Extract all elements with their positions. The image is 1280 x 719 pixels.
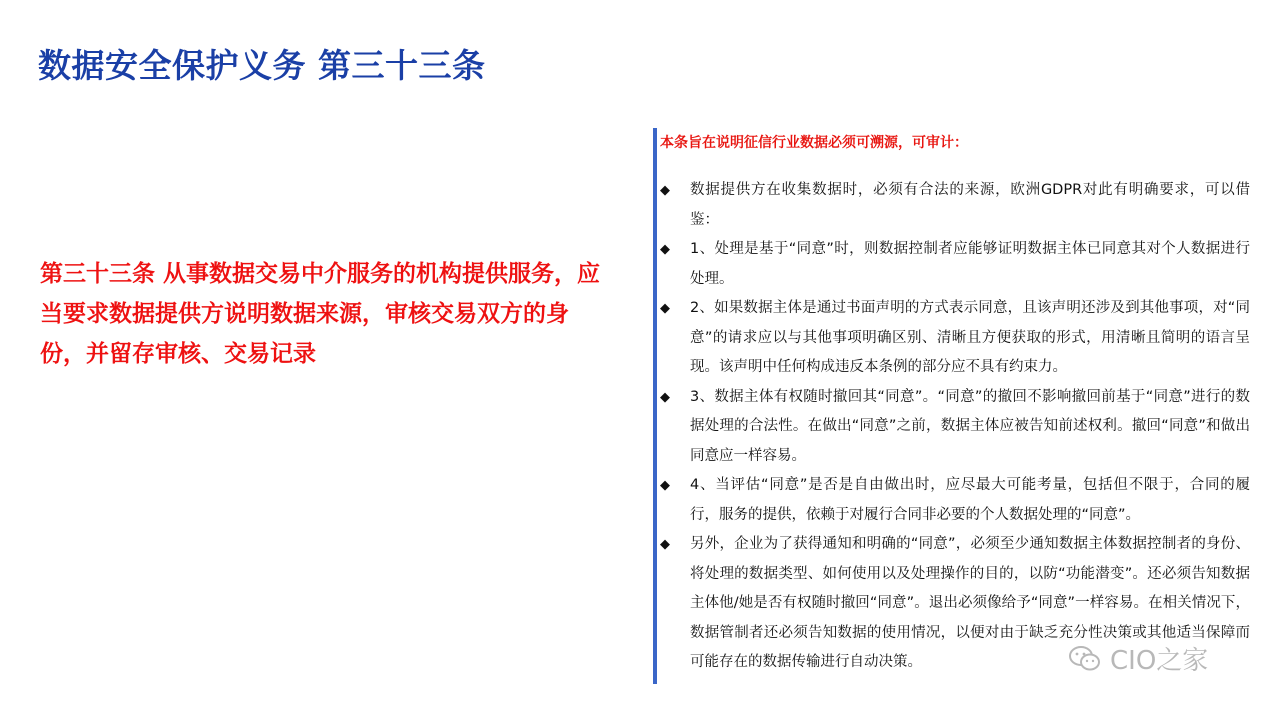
diamond-bullet-icon: ◆ xyxy=(660,242,670,257)
list-item xyxy=(660,235,1250,294)
explanation-panel xyxy=(660,130,1250,678)
watermark-text: CIO之家 xyxy=(1110,646,1209,676)
vertical-divider xyxy=(653,128,657,684)
list-item xyxy=(660,176,1250,235)
list-item-text: 另外，企业为了获得通知和明确的“同意”，必须至少通知数据主体数据控制者的身份、将处理的数据类型、如何使用以及处理操作的目的，以防“功能潜变”。还必须告知数据主体他/她是否有权随时撤回“同意”。退出必须像给予“同意”一样容易。在相关情况下，数据管制者还必须告知数据的使用情况，以便对由于缺乏充分性决策或其他适当保障而可能存在的数据传输进行自动决策。 xyxy=(690,536,1250,670)
article-text: 第三十三条 从事数据交易中介服务的机构提供服务，应当要求数据提供方说明数据来源，审核交易双方的身份，并留存审核、交易记录 xyxy=(40,261,601,367)
bullet-list xyxy=(660,176,1250,678)
wechat-icon xyxy=(1068,644,1102,674)
list-item-text: 1、处理是基于“同意”时，则数据控制者应能够证明数据主体已同意其对个人数据进行处理。 xyxy=(690,241,1250,287)
diamond-bullet-icon: ◆ xyxy=(660,537,670,552)
list-item-text: 4、当评估“同意”是否是自由做出时，应尽最大可能考量，包括但不限于，合同的履行，服务的提供，依赖于对履行合同非必要的个人数据处理的“同意”。 xyxy=(690,477,1250,523)
watermark xyxy=(1068,640,1208,677)
panel-heading: 本条旨在说明征信行业数据必须可溯源，可审计： xyxy=(660,135,968,151)
diamond-bullet-icon: ◆ xyxy=(660,301,670,316)
list-item xyxy=(660,294,1250,383)
list-item-text: 数据提供方在收集数据时，必须有合法的来源，欧洲GDPR对此有明确要求，可以借鉴： xyxy=(690,182,1250,228)
diamond-bullet-icon: ◆ xyxy=(660,183,670,198)
page-title: 数据安全保护义务 第三十三条 xyxy=(38,46,486,85)
list-item xyxy=(660,383,1250,472)
list-item xyxy=(660,471,1250,530)
list-item-text: 3、数据主体有权随时撤回其“同意”。“同意”的撤回不影响撤回前基于“同意”进行的数据处理的合法性。在做出“同意”之前，数据主体应被告知前述权利。撤回“同意”和做出同意应一样容易。 xyxy=(690,388,1250,464)
diamond-bullet-icon: ◆ xyxy=(660,389,670,405)
diamond-bullet-icon: ◆ xyxy=(660,478,670,493)
list-item-text: 2、如果数据主体是通过书面声明的方式表示同意，且该声明还涉及到其他事项，对“同意”的请求应以与其他事项明确区别、清晰且方便获取的形式，用清晰且简明的语言呈现。该声明中任何构成违反本条例的部分应不具有约束力。 xyxy=(690,300,1250,375)
